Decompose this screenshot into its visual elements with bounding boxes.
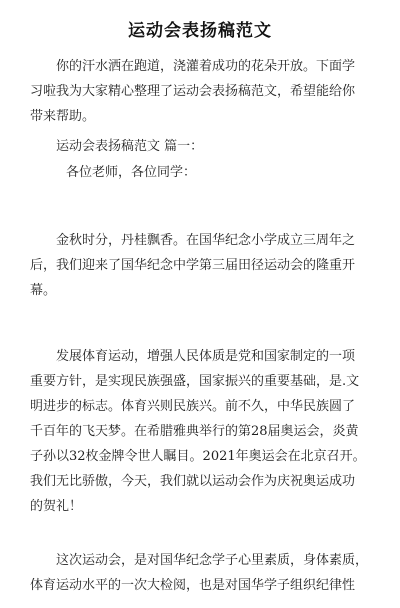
salutation: 各位老师，各位同学： [66, 165, 197, 180]
intro-paragraph [30, 54, 390, 129]
paragraph-line: 明进步的标志。体育兴则民族兴。前不久，中华民族圆了 [30, 399, 356, 414]
paragraph-line: 重要方针，是实现民族强盛，国家振兴的重要基础，是.文 [30, 374, 360, 389]
paragraph-line: 金秋时分，丹桂飘香。在国华纪念小学成立三周年之 [56, 233, 356, 248]
intro-line: 带来帮助。 [30, 109, 96, 124]
paragraph-3 [30, 548, 390, 598]
document-title: 运动会表扬稿范文 [128, 21, 272, 41]
paragraph-line: 千百年的飞天梦。在希腊雅典举行的第28届奥运会，炎黄 [30, 424, 359, 439]
paragraph-line: 后，我们迎来了国华纪念中学第三届田径运动会的隆重开 [30, 258, 356, 273]
paragraph-line: 发展体育运动，增强人民体质是党和国家制定的一项 [56, 349, 356, 364]
intro-line: 你的汗水洒在跑道，浇灌着成功的花朵开放。下面学 [56, 59, 356, 74]
paragraph-line: 体育运动水平的一次大检阅，也是对国华学子组织纪律性 [30, 578, 356, 593]
paragraph-2 [30, 344, 390, 519]
paragraph-line: 子孙以32枚金牌令世人瞩目。2021年奥运会在北京召开。 [30, 449, 366, 464]
paragraph-line: 我们无比骄傲，今天，我们就以运动会作为庆祝奥运成功 [30, 474, 356, 489]
paragraph-line: 幕。 [30, 283, 57, 298]
paragraph-1 [30, 228, 390, 303]
paragraph-line: 的贺礼！ [30, 499, 83, 514]
paragraph-line: 这次运动会，是对国华纪念学子心里素质，身体素质， [56, 553, 369, 568]
section-heading: 运动会表扬稿范文 篇一： [56, 139, 204, 154]
intro-line: 习啦我为大家精心整理了运动会表扬稿范文，希望能给你 [30, 84, 356, 99]
